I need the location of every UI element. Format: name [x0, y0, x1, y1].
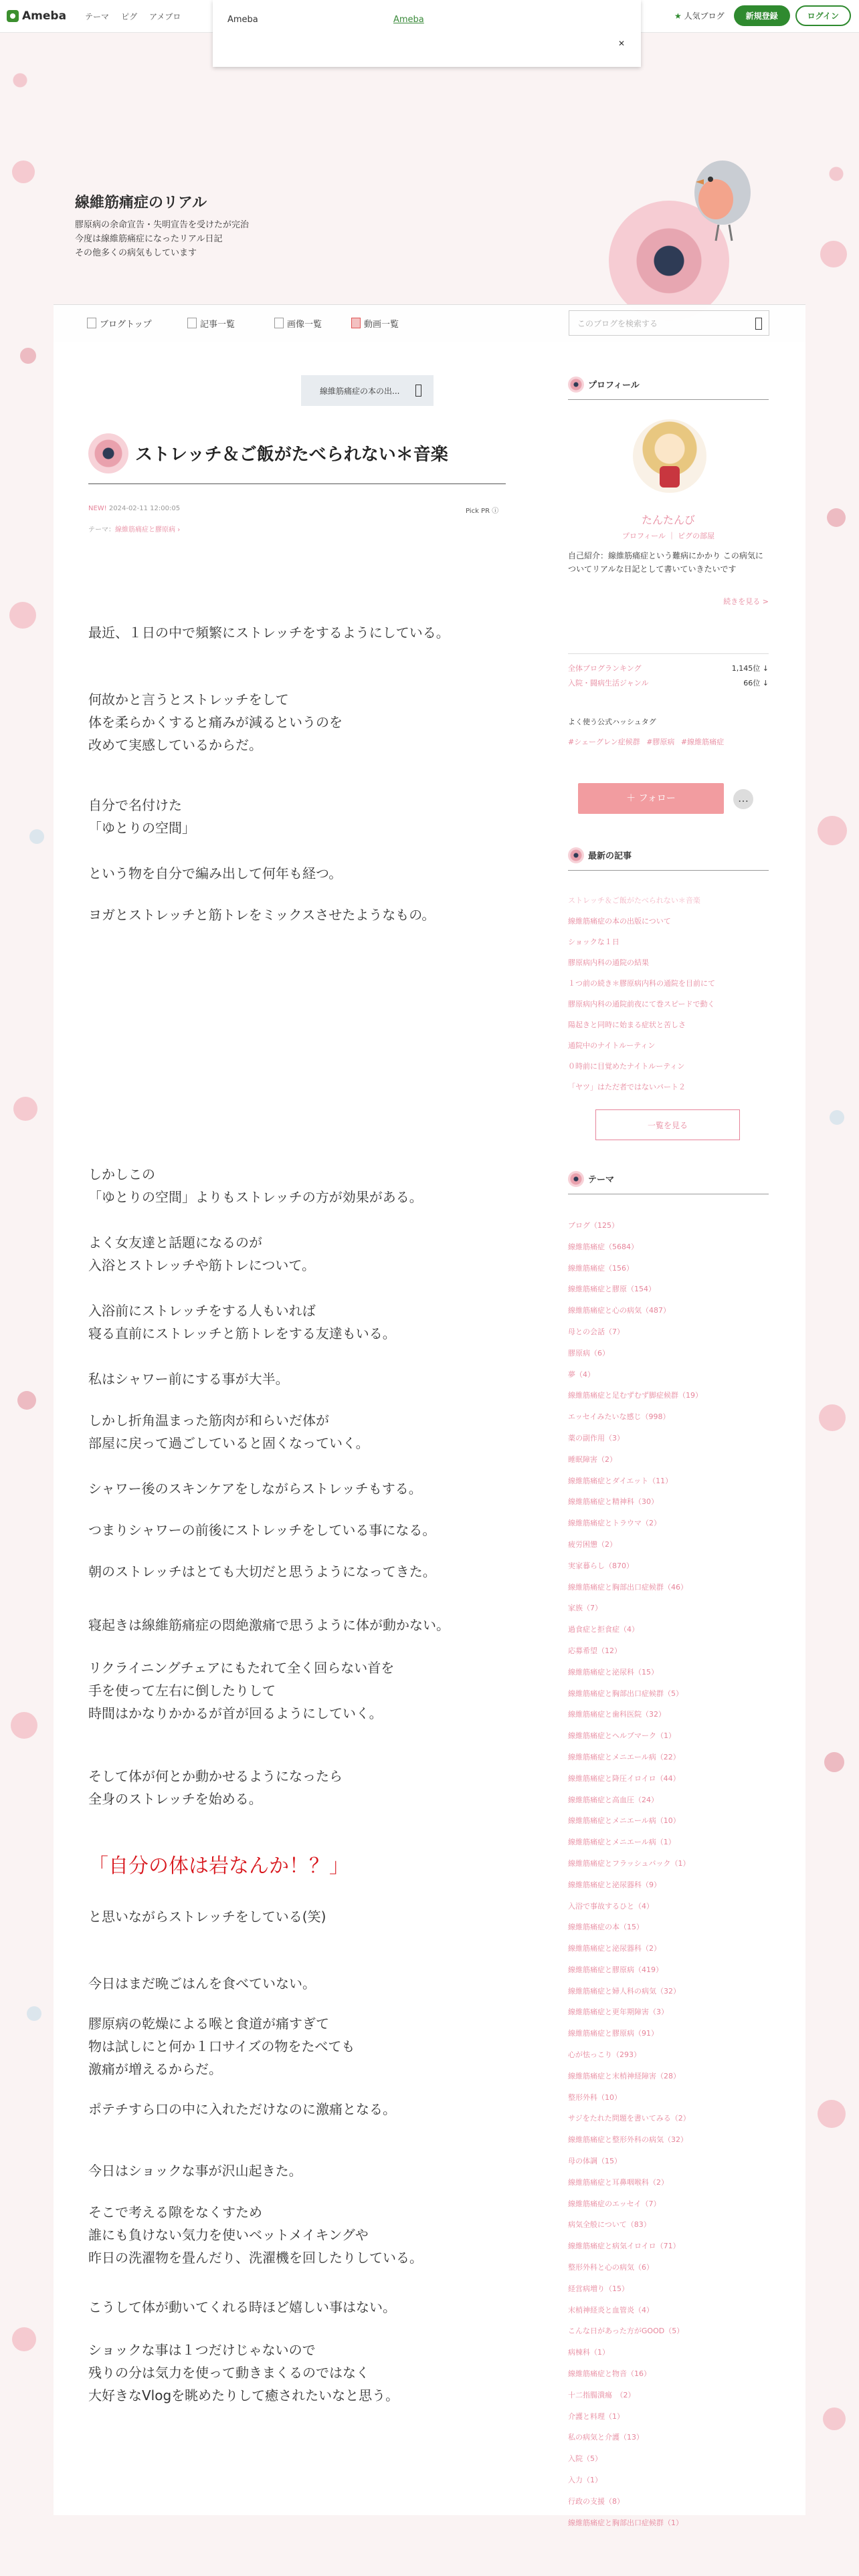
flower-icon	[568, 847, 584, 863]
profile-more-link[interactable]: 続きを見る >	[723, 597, 769, 606]
recent-item[interactable]: １つ前の続き＊膠原病内科の通院を目前にて	[568, 979, 715, 988]
flower-icon	[568, 1171, 584, 1187]
flower-decoration	[830, 1110, 844, 1125]
flower-decoration	[9, 602, 36, 629]
section-divider	[568, 653, 769, 654]
section-divider	[568, 870, 769, 871]
avatar[interactable]	[633, 419, 706, 493]
genre-ranking-label: 入院・闘病生活ジャンル	[568, 679, 649, 687]
article-paragraph: 今日はまだ晩ごはんを食べていない。	[88, 1975, 316, 1992]
ameba-logo-icon	[7, 10, 19, 22]
theme-item[interactable]: 母の体調（15）	[568, 2157, 622, 2166]
blog-description-line: その他多くの病気もしています	[75, 248, 197, 258]
close-icon: ✕	[617, 39, 625, 48]
article-paragraph: 朝のストレッチはとても大切だと思うようになってきた。	[88, 1564, 436, 1580]
nav-image-list[interactable]	[274, 317, 322, 330]
flower-icon	[568, 377, 584, 393]
theme-item[interactable]: 疲労困憊（2）	[568, 1539, 617, 1549]
ameba-logo[interactable]	[7, 9, 66, 23]
theme-selector[interactable]	[301, 375, 434, 406]
theme-item[interactable]: 線維筋痛症と婦人科の病気（32）	[568, 1986, 680, 1996]
recent-item[interactable]: ０時前に目覚めたナイトルーティン	[568, 1062, 685, 1071]
article-paragraph: 自分で名付けた 「ゆとりの空間」	[88, 797, 195, 836]
recent-item[interactable]: ストレッチ＆ご飯がたべられない＊音楽	[568, 896, 700, 905]
theme-item[interactable]: こんな日があった方がGOOD（5）	[568, 2327, 684, 2336]
theme-item[interactable]: 線維筋痛症と胸部出口症候群（1）	[568, 2518, 683, 2527]
flower-decoration	[827, 508, 846, 527]
profile-name[interactable]: たんたんび	[641, 514, 695, 526]
blog-title[interactable]: 線維筋痛症のリアル	[75, 195, 207, 211]
theme-item[interactable]: 線維筋痛症と降圧イロイロ（44）	[568, 1774, 680, 1783]
theme-item[interactable]: 病棟科（1）	[568, 2348, 609, 2357]
theme-item[interactable]: 線維筋痛症とヘルプマーク（1）	[568, 1731, 676, 1741]
theme-item[interactable]: 経営病増り（15）	[568, 2284, 629, 2293]
theme-item[interactable]: 線維筋痛症（5684）	[568, 1242, 638, 1251]
flower-decoration	[17, 1391, 36, 1410]
overall-ranking-value: 1,145位 ↓	[731, 664, 769, 673]
theme-heading	[568, 1171, 614, 1187]
flower-decoration	[20, 348, 36, 364]
article-paragraph: しかし折角温まった筋肉が和らいだ体が 部屋に戻って過ごしていると固くなっていく。	[88, 1412, 369, 1451]
theme-item[interactable]: 線維筋痛症とメニエール病（1）	[568, 1838, 676, 1847]
theme-item[interactable]: 入浴で事故するひと（4）	[568, 1901, 654, 1911]
recent-item[interactable]: 線維筋痛症の本の出版について	[568, 917, 671, 926]
follow-button[interactable]: ＋ フォロー	[578, 783, 724, 814]
theme-item[interactable]: 過食症と拒食症（4）	[568, 1625, 639, 1634]
article-paragraph: 何故かと言うとストレッチをして 体を柔らかくすると痛みが減るというのを 改めて実感しているからだ。	[88, 691, 343, 753]
new-badge: NEW!	[88, 505, 107, 512]
theme-item[interactable]: 家族（7）	[568, 1604, 602, 1613]
article-theme	[88, 524, 180, 534]
theme-item[interactable]: 線維筋痛症の本（15）	[568, 1923, 644, 1932]
theme-item[interactable]: エッセイみたいな感じ（998）	[568, 1412, 670, 1422]
genre-ranking[interactable]	[568, 677, 769, 688]
pick-pr-label: Pick PR	[466, 508, 490, 515]
blog-nav-bar	[54, 304, 805, 343]
popular-blog-link[interactable]	[674, 10, 725, 21]
recent-heading	[568, 847, 632, 863]
theme-item[interactable]: 線維筋痛症と歯科医院（32）	[568, 1710, 666, 1719]
theme-item[interactable]: 私の病気と介護（13）	[568, 2433, 644, 2442]
star-icon: ★	[674, 11, 682, 21]
top-nav-ameblo[interactable]: アメブロ	[149, 11, 181, 21]
overall-ranking-label: 全体ブログランキング	[568, 664, 642, 673]
theme-item[interactable]: 整形外科と心の病気（6）	[568, 2263, 654, 2272]
theme-item[interactable]: 線維筋痛症と耳鼻咽喉科（2）	[568, 2177, 668, 2187]
image-icon	[274, 318, 284, 328]
recent-list	[568, 890, 769, 1097]
section-divider	[568, 399, 769, 400]
recent-item[interactable]: 膠原病内科の通院の結果	[568, 958, 649, 967]
more-options-button[interactable]: …	[733, 789, 753, 809]
theme-item[interactable]: 行政の支援（8）	[568, 2496, 624, 2506]
profile-links[interactable]: プロフィール ｜ ピグの部屋	[622, 532, 714, 540]
search-placeholder: このブログを検索する	[577, 319, 658, 328]
article-paragraph: 今日はショックな事が沢山起きた。	[88, 2163, 302, 2179]
blog-search-input[interactable]	[569, 310, 769, 336]
article-flower-icon	[88, 433, 128, 473]
nav-article-list-label: 記事一覧	[200, 320, 235, 330]
theme-item[interactable]: 線維筋痛症と胸部出口症候群（46）	[568, 1582, 688, 1592]
theme-item[interactable]: 線維筋痛症とトラウマ（2）	[568, 1519, 661, 1528]
article-theme-label: テーマ：	[88, 526, 115, 534]
theme-item[interactable]: ブログ（125）	[568, 1221, 619, 1230]
nav-video-list[interactable]	[351, 317, 399, 330]
profile-intro: 自己紹介：線維筋痛症という難病にかかり この病気についてリアルな日記として書いていきたいです	[568, 551, 763, 574]
theme-item[interactable]: 線維筋痛症と更年期障害（3）	[568, 2008, 668, 2017]
recent-item[interactable]: 通院中のナイトルーティン	[568, 1041, 656, 1050]
theme-item[interactable]: 線維筋痛症とフラッシュバック（1）	[568, 1858, 690, 1868]
search-icon	[755, 318, 762, 330]
theme-list	[568, 1215, 769, 2533]
chevron-right-icon: ›	[177, 526, 181, 534]
theme-item[interactable]: 線維筋痛症と胸部出口症候群（5）	[568, 1689, 683, 1698]
theme-item[interactable]: 線維筋痛症と病気イロイロ（71）	[568, 2242, 680, 2251]
article-paragraph: ショックな事は１つだけじゃないので 残りの分は気力を使って動きまくるのではなく 大好きなVlogを眺めたりして癒されたいなと思う。	[88, 2342, 399, 2403]
theme-item[interactable]: 線維筋痛症と膠原（154）	[568, 1285, 656, 1294]
theme-item[interactable]: 末梢神経炎と血管炎（4）	[568, 2305, 654, 2315]
login-button[interactable]: ログイン	[795, 5, 851, 26]
article-paragraph: 私はシャワー前にする事が大半。	[88, 1371, 289, 1387]
nav-blog-top[interactable]	[87, 317, 152, 330]
recent-list-button[interactable]: 一覧を見る	[595, 1109, 740, 1140]
theme-item[interactable]: 十二指腸潰瘍 （2）	[568, 2390, 636, 2399]
ameba-logo-text: Ameba	[22, 9, 67, 23]
article-theme-link[interactable]: 線維筋痛症と膠原病	[115, 526, 175, 534]
blog-description-line: 膠原病の余命宣告・失明宣告を受けたが完治	[75, 220, 250, 230]
theme-item[interactable]: 線維筋痛症と膠原病（419）	[568, 1965, 663, 1974]
article-column	[54, 342, 565, 2515]
theme-item[interactable]: 膠原病（6）	[568, 1348, 609, 1358]
video-icon	[351, 318, 361, 328]
document-icon	[87, 318, 96, 328]
theme-item[interactable]: 心が怯っこり（293）	[568, 2050, 641, 2060]
theme-item[interactable]: 入力（1）	[568, 2476, 602, 2485]
flower-decoration	[11, 1712, 37, 1739]
chevron-icon	[415, 385, 421, 397]
article-paragraph: しかしこの 「ゆとりの空間」よりもストレッチの方が効果がある。	[88, 1166, 423, 1205]
theme-item[interactable]: 線維筋痛症と膠原病（91）	[568, 2029, 658, 2038]
article-date: 2024-02-11 12:00:05	[108, 505, 181, 512]
theme-item[interactable]: 介護と料理（1）	[568, 2411, 624, 2421]
popup-brand: Ameba	[227, 15, 258, 25]
hashtag-heading: よく使う公式ハッシュタグ	[568, 718, 656, 726]
theme-item[interactable]: 薬の副作用（3）	[568, 1433, 624, 1442]
theme-item[interactable]: 入院（5）	[568, 2454, 602, 2464]
register-button[interactable]: 新規登録	[734, 5, 790, 26]
profile-heading-label: プロフィール	[588, 381, 640, 391]
top-nav	[73, 11, 181, 22]
recent-heading-label: 最新の記事	[588, 851, 632, 861]
theme-item[interactable]: 線維筋痛症と泌尿器科（2）	[568, 1944, 661, 1953]
theme-item[interactable]: 線維筋痛症と泌尿器科（9）	[568, 1880, 661, 1889]
theme-item[interactable]: 応募希望（12）	[568, 1646, 622, 1655]
theme-item[interactable]: 線維筋痛症と精神科（30）	[568, 1497, 658, 1507]
blog-description	[75, 218, 249, 260]
theme-item[interactable]: 病気全般について（83）	[568, 2220, 651, 2230]
article-paragraph: 膠原病の乾燥による喉と食道が痛すぎて 物は試しにと何か１口サイズの物をたべても 激痛が増えるからだ。	[88, 2016, 355, 2077]
article-paragraph: ポテチすら口の中に入れただけなのに激痛となる。	[88, 2101, 396, 2117]
theme-heading-label: テーマ	[588, 1175, 615, 1185]
popup-link[interactable]: Ameba	[393, 15, 424, 25]
theme-item[interactable]: 線維筋痛症のエッセイ（7）	[568, 2199, 661, 2208]
theme-item[interactable]: 線維筋痛症（156）	[568, 1263, 634, 1273]
info-icon: ⓘ	[492, 508, 499, 515]
article-paragraph: 最近、１日の中で頻繁にストレッチをするようにしている。	[88, 625, 450, 641]
recent-item[interactable]: ショックな１日	[568, 938, 619, 946]
recent-item[interactable]: 陽起きと同時に始まる症状と苦しさ	[568, 1021, 686, 1029]
flower-decoration	[818, 816, 847, 845]
overall-ranking[interactable]	[568, 663, 769, 673]
article-paragraph: リクライニングチェアにもたれて全く回らない首を 手を使って左右に倒したりして 時間はかなりかかるが首が回るようにしていく。	[88, 1660, 395, 1721]
flower-decoration	[824, 1752, 844, 1772]
theme-item[interactable]: 線維筋痛症と整形外科の病気（32）	[568, 2135, 688, 2145]
flower-decoration	[13, 1097, 37, 1121]
theme-item[interactable]: サジをたれた問題を書いてみる（2）	[568, 2114, 690, 2123]
flower-decoration	[12, 2327, 36, 2351]
flower-decoration	[29, 829, 44, 844]
robin-illustration	[681, 140, 761, 247]
article-paragraph: という物を自分で編み出して何年も経つ。	[88, 865, 343, 881]
hashtag-list[interactable]: #シェーグレン症候群 #膠原病 #線維筋痛症	[568, 738, 725, 746]
theme-item[interactable]: 線維筋痛症と高血圧（24）	[568, 1795, 658, 1804]
nav-video-list-label: 動画一覧	[364, 320, 399, 330]
article-paragraph: そして体が何とか動かせるようになったら 全身のストレッチを始める。	[88, 1768, 343, 1807]
article-paragraph: と思いながらストレッチをしている(笑)	[88, 1909, 326, 1925]
theme-selector-label: 線維筋痛症の本の出...	[320, 387, 400, 396]
blog-header	[0, 32, 859, 294]
flower-decoration	[818, 2100, 846, 2128]
article-paragraph: ヨガとストレッチと筋トレをミックスさせたようなもの。	[88, 907, 436, 923]
article-paragraph: シャワー後のスキンケアをしながらストレッチもする。	[88, 1481, 422, 1497]
nav-image-list-label: 画像一覧	[287, 320, 322, 330]
theme-item[interactable]: 線維筋痛症と泌尿科（15）	[568, 1667, 658, 1677]
theme-item[interactable]: 実家暮らし（870）	[568, 1561, 634, 1570]
popular-blog-label: 人気ブログ	[684, 11, 725, 21]
recent-item[interactable]: 「ヤツ」はただ者ではないパート２	[568, 1083, 686, 1091]
theme-item[interactable]: 線維筋痛症と心の病気（487）	[568, 1306, 670, 1315]
theme-item[interactable]: 線維筋痛症と足むずむず脚症候群（19）	[568, 1391, 702, 1400]
article-paragraph: こうして体が動いてくれる時ほど嬉しい事はない。	[88, 2299, 396, 2315]
sidebar	[565, 342, 805, 2527]
blog-description-line: 今度は線維筋痛症になったリアル日記	[75, 234, 223, 244]
article-paragraph: 寝起きは線維筋痛症の悶絶激痛で思うように体が動かない。	[88, 1617, 450, 1633]
top-right-actions	[674, 5, 851, 26]
theme-item[interactable]: 線維筋痛症とメニエール病（10）	[568, 1816, 680, 1826]
recent-item[interactable]: 膠原病内科の通院前夜にて巻スピードで動く	[568, 1000, 715, 1008]
profile-heading	[568, 377, 640, 393]
flower-decoration	[819, 1404, 846, 1431]
list-icon	[187, 318, 197, 328]
article-paragraph: そこで考える隙をなくすため 誰にも負けない気力を使いベットメイキングや 昨日の洗濯物を畳んだり、洗濯機を回したりしている。	[88, 2204, 423, 2266]
theme-item[interactable]: 線維筋痛症とメニエール病（22）	[568, 1752, 680, 1761]
article-meta	[88, 505, 180, 512]
pick-pr-badge[interactable]	[466, 505, 498, 515]
theme-item[interactable]: 線維筋痛症と末梢神経障害（28）	[568, 2071, 680, 2080]
article-paragraph: よく女友達と話題になるのが 入浴とストレッチや筋トレについて。	[88, 1235, 315, 1273]
top-nav-theme[interactable]: テーマ	[85, 11, 110, 21]
article-paragraph: 入浴前にストレッチをする人もいれば 寝る直前にストレッチと筋トレをする友達もいる。	[88, 1303, 396, 1341]
flower-decoration	[823, 2407, 846, 2430]
article-highlight: 「自分の体は岩なんか！？」	[88, 1854, 349, 1878]
nav-blog-top-label: ブログトップ	[100, 320, 152, 330]
nav-article-list[interactable]	[187, 317, 235, 330]
top-nav-pigg[interactable]: ピグ	[121, 11, 138, 21]
theme-item[interactable]: 母との会話（7）	[568, 1327, 624, 1336]
genre-ranking-value: 66位 ↓	[743, 679, 769, 687]
theme-item[interactable]: 夢（4）	[568, 1370, 595, 1379]
article-paragraph: つまりシャワーの前後にストレッチをしている事になる。	[88, 1522, 436, 1538]
theme-item[interactable]: 線維筋痛症と物音（16）	[568, 2369, 651, 2379]
theme-item[interactable]: 線維筋痛症とダイエット（11）	[568, 1476, 673, 1485]
theme-item[interactable]: 睡眠障害（2）	[568, 1455, 617, 1464]
theme-item[interactable]: 整形外科（10）	[568, 2092, 622, 2102]
article-title[interactable]: ストレッチ＆ご飯がたべられない＊音楽	[135, 445, 448, 465]
flower-decoration	[27, 2006, 41, 2021]
